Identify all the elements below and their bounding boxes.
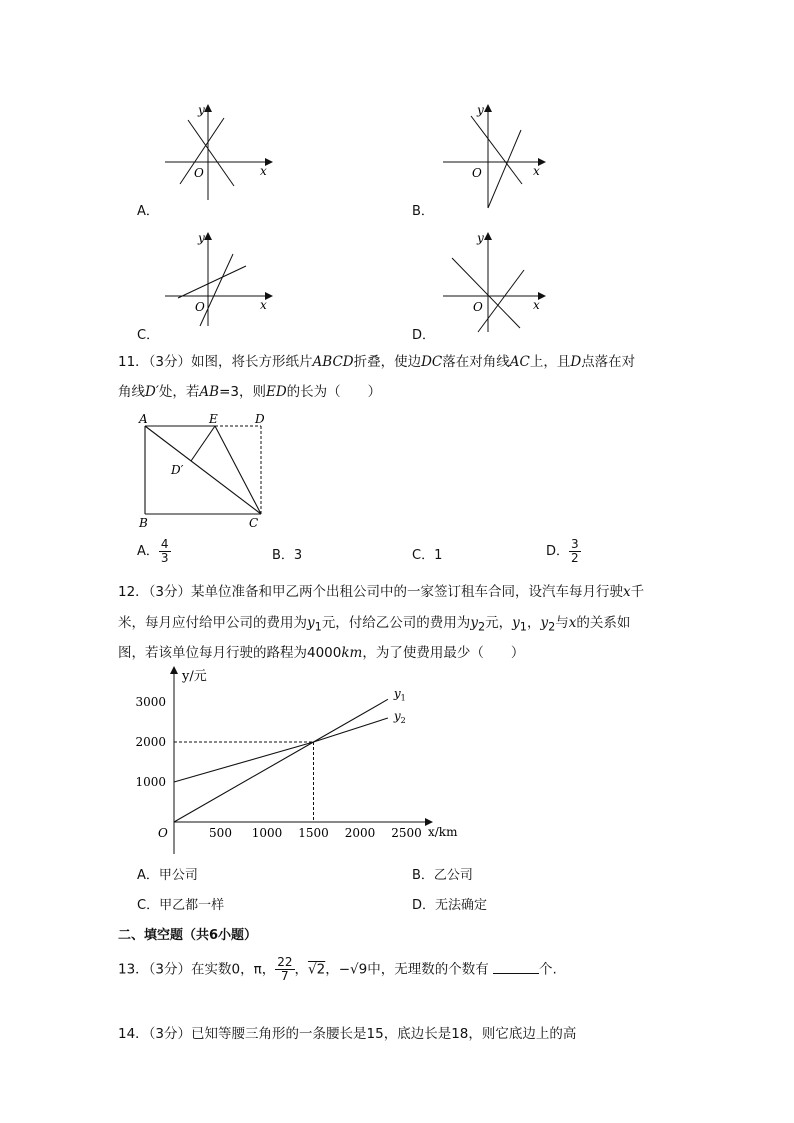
q11-stem-line2: 角线D′处，若AB=3，则ED的长为（ ） (118, 384, 382, 400)
point-d-prime-label: D′ (171, 463, 184, 477)
x-axis-label: x (533, 164, 540, 178)
x-axis-title: x/km (428, 825, 458, 839)
section-title: 二、填空题（共6小题） (118, 928, 258, 943)
q12-option-a[interactable]: A．甲公司 (137, 868, 198, 883)
x-tick-label: 1500 (298, 826, 329, 840)
q12-option-b[interactable]: B．乙公司 (412, 868, 473, 883)
origin-label: O (473, 300, 483, 314)
q11-option-d[interactable]: D． $\frac{3}{2}$ (546, 537, 579, 565)
x-tick-label: 1000 (251, 826, 283, 840)
q13-stem: 13．（3分）在实数0，π， $\frac{22}{7}$ ，√2，−√9中，无理数的个数有 个. (118, 955, 557, 983)
q10-option-c[interactable]: C． (137, 328, 160, 343)
y-tick-label: 1000 (135, 775, 166, 789)
y-axis-label: y (198, 103, 205, 117)
q11-stem-line1: 11．（3分）如图，将长方形纸片ABCD折叠，使边DC落在对角线AC上，且D点落在对 (118, 354, 636, 370)
neg-sqrt-9: −√9 (338, 961, 368, 978)
q10-graph-d (438, 228, 553, 338)
x-tick-label: 2500 (391, 826, 422, 840)
q12-stem-line3: 图，若该单位每月行驶的路程为4000km，为了使费用最少（ ） (118, 645, 525, 661)
q12-option-c[interactable]: C．甲乙都一样 (137, 898, 225, 913)
point-a-label: A (139, 412, 148, 426)
origin-label: O (472, 166, 482, 180)
series-label-y2: $y_2$ (393, 709, 406, 725)
series-label-y1: $y_1$ (393, 686, 406, 703)
point-b-label: B (139, 516, 148, 530)
y-axis-label: y (477, 231, 484, 245)
answer-blank[interactable] (493, 959, 539, 974)
q12-stem-line2: 米，每月应付给甲公司的费用为$y_1$元，付给乙公司的费用为$y_2$元，$y_1$，$y_2$与x的关系如 (118, 615, 631, 634)
x-tick-label: 500 (209, 826, 232, 840)
y-axis-label: y (477, 103, 484, 117)
y-tick-label: 3000 (135, 695, 166, 709)
y-axis-arrow (170, 666, 178, 674)
origin-label: O (195, 300, 205, 314)
q10-graph-a (160, 100, 275, 200)
y-tick-label: 2000 (135, 735, 166, 749)
y-axis-title: y/元 (182, 669, 207, 684)
q10-option-b[interactable]: B． (412, 204, 434, 219)
series-line-y1 (174, 699, 388, 822)
q12-cost-chart (120, 662, 480, 862)
point-c-label: C (249, 516, 259, 530)
q10-graph-c (160, 228, 275, 328)
y-axis-label: y (198, 231, 205, 245)
q14-stem: 14．（3分）已知等腰三角形的一条腰长是15，底边长是18，则它底边上的高 (118, 1026, 577, 1042)
q10-option-a[interactable]: A． (137, 204, 159, 219)
point-d-label: D (255, 412, 265, 426)
q11-rectangle-figure (133, 410, 283, 532)
series-line-y2 (174, 718, 388, 782)
q11-option-b[interactable]: B．3 (272, 548, 303, 563)
chart-origin-label: O (158, 826, 168, 840)
sqrt-2: √2 (308, 961, 326, 978)
origin-label: O (194, 166, 204, 180)
x-axis-label: x (260, 164, 267, 178)
point-e-label: E (209, 412, 218, 426)
q11-option-a[interactable]: A． $\frac{4}{3}$ (137, 537, 169, 565)
x-axis-label: x (260, 298, 267, 312)
q11-option-c[interactable]: C．1 (412, 548, 443, 563)
x-tick-label: 2000 (344, 826, 376, 840)
q10-option-d[interactable]: D． (412, 328, 436, 343)
q12-option-d[interactable]: D．无法确定 (412, 898, 488, 913)
x-axis-label: x (533, 298, 540, 312)
q12-stem-line1: 12．（3分）某单位准备和甲乙两个出租公司中的一家签订租车合同，设汽车每月行驶x千 (118, 584, 645, 600)
q10-graph-b (438, 100, 553, 210)
